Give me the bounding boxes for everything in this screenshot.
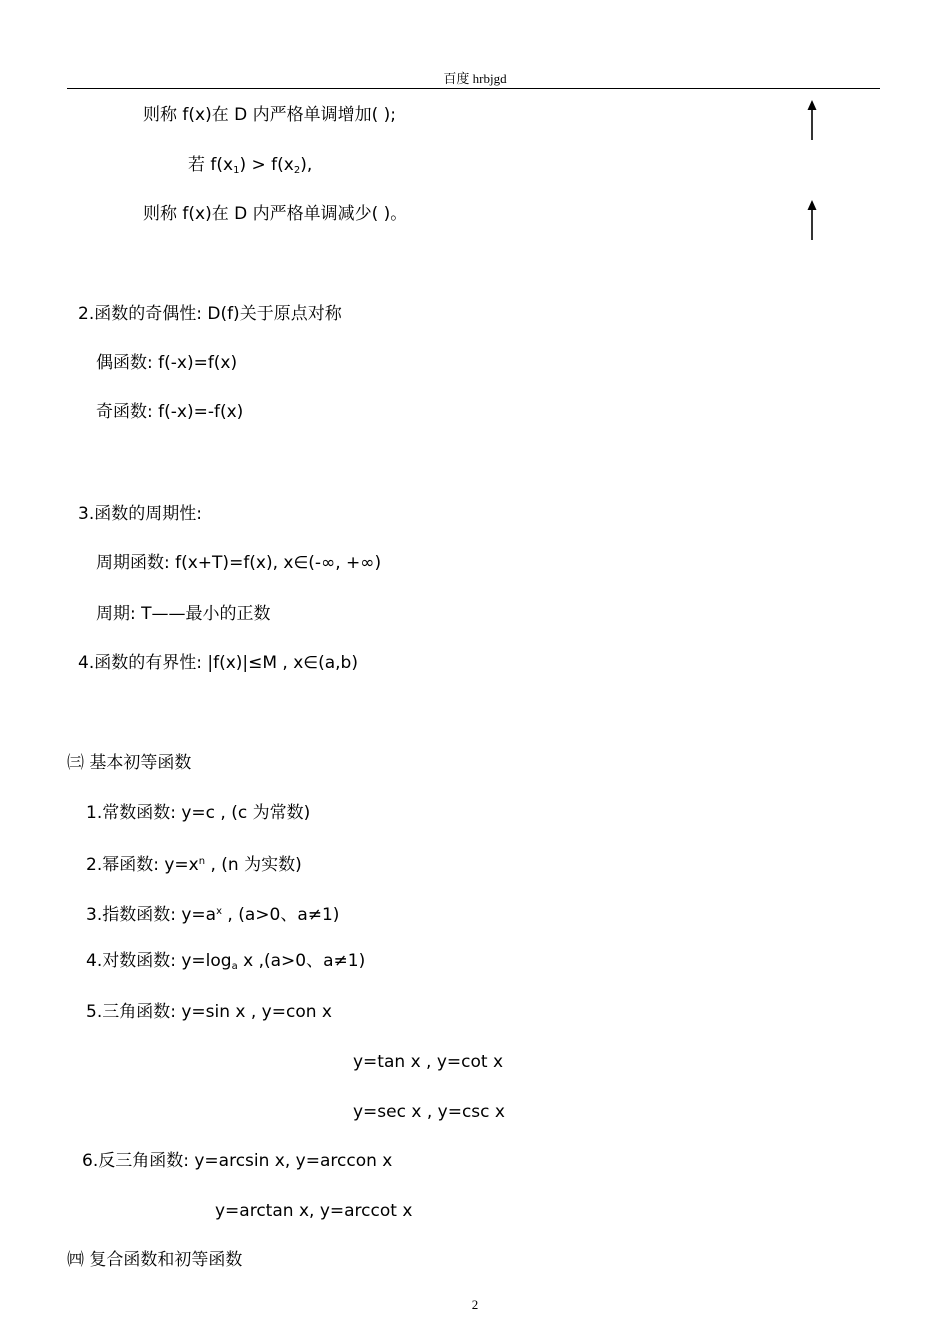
odd-function: 奇函数: f(-x)=-f(x): [96, 402, 244, 422]
header-rule: [67, 88, 880, 89]
period-title: 3.函数的周期性:: [78, 504, 202, 524]
bounded-title: 4.函数的有界性: |f(x)|≤M , x∈(a,b): [78, 653, 358, 673]
log-text: 4.对数函数: y=log: [86, 951, 232, 971]
cond-text-3: ),: [300, 155, 313, 175]
logarithm-function: [86, 949, 365, 979]
trig-function-2: y=tan x , y=cot x: [353, 1052, 504, 1072]
parity-title: 2.函数的奇偶性: D(f)关于原点对称: [78, 304, 342, 324]
trig-function-1: 5.三角函数: y=sin x , y=con x: [86, 1002, 332, 1022]
page-number: 2: [471, 1297, 479, 1312]
inverse-trig-2: y=arctan x, y=arccot x: [215, 1201, 413, 1221]
exp-sup: x: [216, 906, 222, 917]
cond-sub-1: 1: [233, 165, 240, 176]
monotonic-condition: [188, 153, 312, 183]
cond-text-2: ) > f(x: [239, 155, 294, 175]
up-arrow-icon: [805, 200, 819, 240]
cond-text-1: 若 f(x: [188, 155, 234, 175]
exp-text-2: , (a>0、a≠1): [222, 905, 340, 925]
composite-title: ㈣ 复合函数和初等函数: [67, 1250, 243, 1270]
power-text-2: , (n 为实数): [205, 855, 302, 875]
even-function: 偶函数: f(-x)=f(x): [96, 353, 238, 373]
inverse-trig-1: 6.反三角函数: y=arcsin x, y=arccon x: [82, 1151, 393, 1171]
page-header: 百度 hrbjgd: [443, 71, 507, 86]
constant-function: 1.常数函数: y=c , (c 为常数): [86, 803, 311, 823]
trig-function-3: y=sec x , y=csc x: [353, 1102, 505, 1122]
exp-text: 3.指数函数: y=a: [86, 905, 217, 925]
up-arrow-icon: [805, 100, 819, 140]
log-text-2: x ,(a>0、a≠1): [237, 951, 366, 971]
exponential-function: [86, 900, 339, 927]
cond-sub-2: 2: [293, 165, 301, 176]
power-function: [86, 850, 302, 877]
elementary-title: ㈢ 基本初等函数: [67, 753, 192, 773]
monotonic-increase-line: 则称 f(x)在 D 内严格单调增加( );: [143, 105, 397, 125]
periodic-function: 周期函数: f(x+T)=f(x), x∈(-∞, +∞): [96, 553, 382, 573]
power-sup: n: [198, 856, 206, 867]
monotonic-decrease-line: 则称 f(x)在 D 内严格单调减少( )。: [143, 204, 408, 224]
period-definition: 周期: T——最小的正数: [96, 604, 271, 624]
power-text: 2.幂函数: y=x: [86, 855, 199, 875]
log-sub: a: [231, 961, 238, 972]
